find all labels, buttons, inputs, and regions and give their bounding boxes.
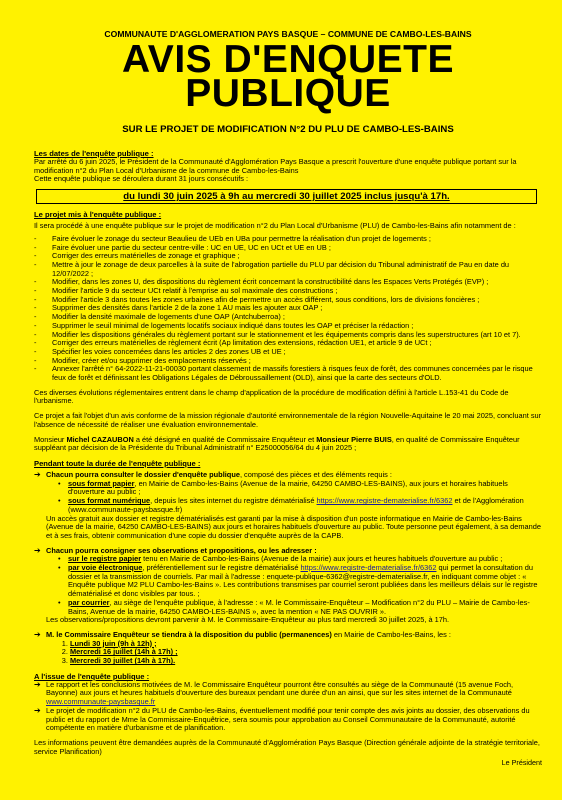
projet-intro: Il sera procédé à une enquête publique sur le projet de modification n°2 du Plan Local d'Urbanisme (PLU) de Cambo-les-Bains afin notamment de :	[34, 221, 516, 231]
obs-deadline: Les observations/propositions devront parvenir à M. le Commissaire-Enquêteur au plus tard mercredi 30 juillet 2025, à 17h.	[46, 615, 449, 625]
subtitle: SUR LE PROJET DE MODIFICATION N°2 DU PLU DE CAMBO-LES-BAINS	[122, 124, 454, 135]
issue-item-2: ➔ Le projet de modification n°2 du PLU de Cambo-les-Bains, éventuellement modifié pour tenir compte des avis joints au dossier, des observations du public et du rapport de Mme la Commissaire-Enquêtrice, sera soumis pour approbation au Conseil Communautaire de la Communauté, autorité compétente en matière d'urbanisme et de planification.	[34, 705, 530, 733]
projet-section	[34, 210, 542, 453]
obs-electronic: • par voie électronique, préférentiellement sur le registre dématérialisé https://www.registre-dematerialise.fr/6362 qui permet la consultation du dossier et la transmission de courriels. Par mail à l'adresse : enquete-publique-6362@registre-dematerialise.fr, en indiquant comme objet : « Enquête publique M2 PLU Cambo-les-Bains ». Les contributions transmises par courriel seront publiées dans les meilleurs délais sur le registre dématérialisé et donc visibles par tous. ;	[58, 564, 542, 599]
list-item: - Mettre à jour le zonage de deux parcelles à la suite de l'abrogation partielle du PLU par décision du Tribunal administratif de Pau en date du 12/07/2022 ;	[34, 261, 542, 278]
agglo-link[interactable]: www.communaute-paysbasque.fr	[46, 697, 156, 707]
arrow-icon: ➔	[34, 679, 41, 689]
projet-para2: Ce projet a fait l'objet d'un avis conforme de la mission régionale d'autorité environnementale de la région Nouvelle-Aquitaine le 20 mai 2025, concluant sur l'absence de nécessité de réaliser une évaluation environnementale.	[34, 411, 542, 429]
list-item: - Faire évoluer une partie du secteur centre-ville : UC en UE, UC en UCt et UE en UB ;	[34, 244, 542, 253]
permanence-date: 2. Mercredi 16 juillet (14h à 17h) ;	[70, 648, 542, 657]
list-item: - Annexer l'arrêté n° 64-2022-11-21-00030 portant classement de massifs forestiers à risques feux de forêt, des communes concernées par le risque feux de forêt et définissant les Obligations Légales de Débroussaillement (OLD), ainsi que la carte des secteurs d'OLD.	[34, 365, 542, 382]
page-title	[34, 38, 542, 115]
projet-list	[34, 235, 542, 383]
projet-heading: Le projet mis à l'enquête publique :	[34, 210, 162, 220]
projet-para3: Monsieur Michel CAZAUBON a été désigné en qualité de Commissaire Enquêteur et Monsieur Pierre BUIS, en qualité de Commissaire Enquêteur suppléant par décision de la Présidente du Tribunal Administratif n° E25000056/64 du 4 juin 2025 ;	[34, 434, 520, 453]
pendant-section	[34, 459, 542, 666]
organisation-header: COMMUNAUTE D'AGGLOMERATION PAYS BASQUE – COMMUNE DE CAMBO-LES-BAINS	[104, 29, 472, 39]
pendant-heading: Pendant toute la durée de l'enquête publique :	[34, 458, 201, 468]
list-item: - Faire évoluer le zonage du secteur Beaulieu de UEb en UBa pour permettre la réalisation d'un projet de logements ;	[34, 235, 542, 244]
title-line-1: AVIS D'ENQUETE	[122, 38, 454, 81]
issue-heading: A l'issue de l'enquête publique :	[34, 671, 150, 681]
obs-register: • sur le registre papier tenu en Mairie de Cambo-les-Bains (Avenue de la mairie) aux jours et heures habituels d'ouverture au public ;	[58, 555, 542, 564]
commissaire-name: Michel CAZAUBON	[66, 434, 134, 444]
list-item: - Modifier, dans les zones U, des dispositions du règlement écrit concernant la constructibilité dans les Espaces Verts Protégés (EVP) ;	[34, 278, 542, 287]
registre-link-2[interactable]: https://www.registre-dematerialise.fr/6362	[300, 563, 437, 573]
list-item: - Modifier l'article 9 du secteur UCt relatif à l'emprise au sol maximale des constructions ;	[34, 287, 542, 296]
dates-heading: Les dates de l'enquête publique :	[34, 149, 154, 158]
list-item: - Modifier, créer et/ou supprimer des emplacements réservés ;	[34, 357, 542, 366]
consult-numeric: • sous format numérique, depuis les sites internet du registre dématérialisé https://www.registre-dematerialise.fr/6362 et de l'Agglomération (www.communaute-paysbasque.fr)	[58, 497, 542, 514]
observations-block: ➔ Chacun pourra consigner ses observations et propositions, ou les adresser : • sur le registre papier tenu en Mairie de Cambo-les-Bains (Avenue de la mairie) aux jours et heures habituels d'ouverture au public ; • par voie électronique, préférentiellement sur le registre dématérialisé https://www.registre-dematerialise.fr/6362 qui permet la consultation du dossier et la transmission de courriels. Par mail à l'adresse : enquete-publique-6362@registre-dematerialise.fr, en indiquant comme objet : « Enquête publique M2 PLU Cambo-les-Bains ». Les contributions transmises par courriel seront publiées dans les meilleurs délais sur le registre dématérialisé et donc visibles par tous. ; • par courrier, au siège de l'enquête publique, à l'adresse : « M. le Commissaire-Enquêteur – Modification n°2 du PLU – Mairie de Cambo-les-Bains, Avenue de la mairie, 64250 CAMBO-LES-BAINS », avec la mention « NE PAS OUVRIR ». Les observations/propositions devront parvenir à M. le Commissaire-Enquêteur au plus tard mercredi 30 juillet 2025, à 17h.	[34, 547, 542, 625]
permanence-date: 3. Mercredi 30 juillet (14h à 17h).	[70, 657, 542, 666]
dates-box: du lundi 30 juin 2025 à 9h au mercredi 30 juillet 2025 inclus jusqu'à 17h.	[36, 189, 537, 204]
list-item: - Modifier la densité maximale de logements d'une OAP (Antchuberroa) ;	[34, 313, 542, 322]
consult-block: ➔ Chacun pourra consulter le dossier d'enquête publique, composé des pièces et des éléments requis : • sous format papier, en Mairie de Cambo-les-Bains (Avenue de la mairie, 64250 CAMBO-LES-BAINS), aux jours et horaires habituels d'ouverture au public ; • sous format numérique, depuis les sites internet du registre dématérialisé https://www.registre-dematerialise.fr/6362 et de l'Agglomération (www.communaute-paysbasque.fr) Un accès gratuit aux dossier et registre dématérialisés est garanti par la mise à disposition d'un poste informatique en Mairie de Cambo-les-Bains (Avenue de la mairie, 64250 CAMBO-LES-BAINS) aux jours et horaires habituels d'ouverture au public. Toute personne peut également, à sa demande et à ses frais, obtenir communication d'une copie du dossier d'enquête auprès de la CAPB.	[34, 471, 542, 541]
list-item: - Corriger des erreurs matérielles de règlement écrit (Ap limitation des extensions, rédaction UE1, et article 9 de UCt ;	[34, 339, 542, 348]
dates-section	[34, 149, 542, 204]
arrow-icon: ➔	[34, 629, 41, 639]
permanence-date: 1. Lundi 30 juin (9h à 12h) ;	[70, 640, 542, 649]
registre-link[interactable]: https://www.registre-dematerialise.fr/6362	[316, 496, 453, 506]
list-item: - Spécifier les voies concernées dans les articles 2 des zones UB et UE ;	[34, 348, 542, 357]
list-item: - Corriger des erreurs matérielles de zonage et graphique ;	[34, 252, 542, 261]
issue-item-1: ➔ Le rapport et les conclusions motivées de M. le Commissaire Enquêteur pourront être consultés au siège de la Communauté (15 avenue Foch, Bayonne) aux jours et heures habituels d'ouverture des bureaux pendant une durée d'un an ainsi, que sur les sites internet de la Communauté www.communaute-paysbasque.fr	[34, 679, 514, 707]
arrow-icon: ➔	[34, 705, 41, 715]
suppleant-name: Monsieur Pierre BUIS	[316, 434, 392, 444]
issue-info: Les informations peuvent être demandées auprès de la Communauté d'Agglomération Pays Basque (Direction générale adjointe de la stratégie territoriale, service Planification)	[34, 737, 540, 756]
permanences-block: ➔ M. le Commissaire Enquêteur se tiendra à la disposition du public (permanences) en Mairie de Cambo-les-Bains, les : 1. Lundi 30 juin (9h à 12h) ; 2. Mercredi 16 juillet (14h à 17h) ; 3. Mercredi 30 juillet (14h à 17h).	[34, 631, 542, 666]
issue-section	[34, 672, 542, 768]
permanences-list	[46, 640, 542, 666]
obs-mail: • par courrier, au siège de l'enquête publique, à l'adresse : « M. le Commissaire-Enquêteur – Modification n°2 du PLU – Mairie de Cambo-les-Bains, Avenue de la mairie, 64250 CAMBO-LES-BAINS », avec la mention « NE PAS OUVRIR ».	[58, 599, 542, 616]
arrow-icon: ➔	[34, 545, 41, 555]
signature: Le Président	[501, 758, 542, 768]
title-line-2: PUBLIQUE	[185, 72, 391, 115]
list-item: - Modifier les dispositions générales du règlement portant sur le stationnement et les équipements compris dans les superstructures (art 10 et 7).	[34, 331, 542, 340]
projet-para1: Ces diverses évolutions réglementaires entrent dans le champ d'application de la procédure de modification défini à l'article L.153-41 du Code de l'urbanisme.	[34, 387, 509, 406]
consult-paper: • sous format papier, en Mairie de Cambo-les-Bains (Avenue de la mairie, 64250 CAMBO-LES-BAINS), aux jours et horaires habituels d'ouverture au public ;	[58, 480, 542, 497]
dates-duration: Cette enquête publique se déroulera durant 31 jours consécutifs :	[34, 174, 249, 184]
dates-text: Par arrêté du 6 juin 2025, le Président de la Communauté d'Agglomération Pays Basque a prescrit l'ouverture d'une enquête publique portant sur la modification n°2 du Plan Local d'Urbanisme de la commune de Cambo-les-Bains	[34, 157, 517, 175]
list-item: - Supprimer des densités dans l'article 2 de la zone 1 AU mais les ajouter aux OAP ;	[34, 304, 542, 313]
list-item: - Modifier l'article 3 dans toutes les zones urbaines afin de permettre un accès différent, sous conditions, lors de divisions foncières ;	[34, 296, 542, 305]
arrow-icon: ➔	[34, 469, 41, 479]
list-item: - Supprimer le seuil minimal de logements locatifs sociaux indiqué dans toutes les OAP et préciser la rédaction ;	[34, 322, 542, 331]
consult-access: Un accès gratuit aux dossier et registre dématérialisés est garanti par la mise à disposition d'un poste informatique en Mairie de Cambo-les-Bains (Avenue de la mairie, 64250 CAMBO-LES-BAINS) aux jours et horaires habituels d'ouverture au public. Toute personne peut également, à sa demande et à ses frais, obtenir communication d'une copie du dossier d'enquête auprès de la CAPB.	[46, 513, 541, 540]
